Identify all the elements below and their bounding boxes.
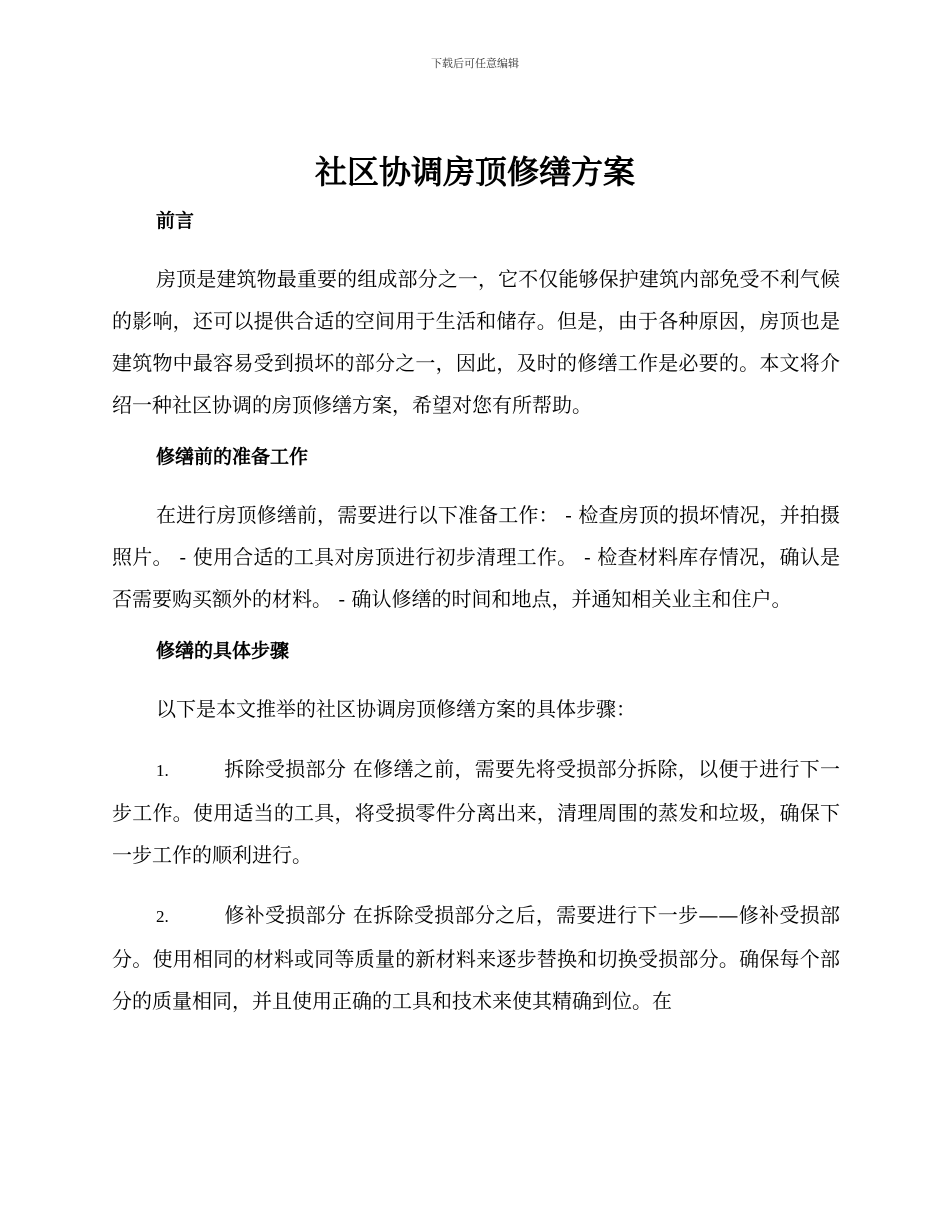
list-item — [112, 748, 840, 876]
preparation-paragraph: 在进行房顶修缮前，需要进行以下准备工作： - 检查房顶的损坏情况，并拍摄照片。 - 使用合适的工具对房顶进行初步清理工作。 - 检查材料库存情况，确认是否需要购买额外的材料。 - 确认修缮的时间和地点，并通知相关业主和住户。 — [112, 503, 840, 611]
list-item-text: 修补受损部分 在拆除受损部分之后，需要进行下一步——修补受损部分。使用相同的材料或同等质量的新材料来逐步替换和切换受损部分。确保每个部分的质量相同，并且使用正确的工具和技术来使其精确到位。在 — [112, 903, 840, 1013]
section-heading-preface: 前言 — [156, 210, 195, 232]
document-title: 社区协调房顶修缮方案 — [314, 153, 635, 191]
preface-paragraph: 房顶是建筑物最重要的组成部分之一，它不仅能够保护建筑内部免受不利气候的影响，还可以提供合适的空间用于生活和储存。但是，由于各种原因，房顶也是建筑物中最容易受到损坏的部分之一，因此，及时的修缮工作是必要的。本文将介绍一种社区协调的房顶修缮方案，希望对您有所帮助。 — [112, 267, 840, 417]
list-item-number: 2. — [156, 907, 169, 926]
document-body — [112, 204, 840, 1022]
steps-intro: 以下是本文推举的社区协调房顶修缮方案的具体步骤： — [156, 697, 636, 721]
list-item-number: 1. — [156, 761, 169, 780]
section-heading-preparation: 修缮前的准备工作 — [156, 446, 309, 468]
header-note: 下载后可任意编辑 — [431, 57, 519, 70]
list-item-text: 拆除受损部分 在修缮之前，需要先将受损部分拆除，以便于进行下一步工作。使用适当的工具，将受损零件分离出来，清理周围的蒸发和垃圾，确保下一步工作的顺利进行。 — [112, 757, 840, 867]
section-heading-steps: 修缮的具体步骤 — [156, 640, 290, 662]
list-item — [112, 894, 840, 1022]
